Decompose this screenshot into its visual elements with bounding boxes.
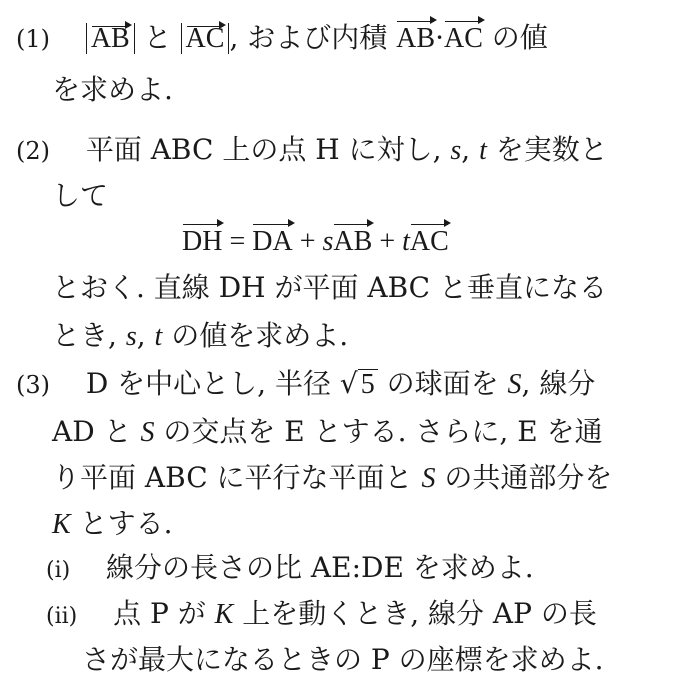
q2-line4a: とき, (52, 319, 117, 352)
vector-AC-2: AC (444, 19, 483, 59)
vector-equation (182, 222, 449, 262)
q3-line3b: の共通部分を (444, 461, 613, 494)
var-S: S (507, 369, 522, 400)
abs-AB (86, 23, 135, 54)
q3-sub2 (46, 594, 597, 637)
q3-line4-text: とする. (79, 507, 173, 540)
q2-label: (2) (16, 137, 50, 165)
vector-AC: AC (185, 23, 225, 54)
q3-line1b: の球面を (386, 367, 499, 400)
sub2b: 上を動くとき, 線分 AP の長 (242, 597, 597, 630)
q2-line1b: を実数と (495, 133, 608, 166)
sub1-label: (i) (46, 558, 71, 583)
q2-line2 (52, 176, 108, 216)
comma-2: , (136, 319, 146, 352)
q2-line4 (52, 316, 348, 357)
var-K-2: K (214, 599, 234, 630)
q2-line3 (52, 268, 607, 308)
var-K: K (52, 509, 71, 540)
coef-s: s (322, 226, 334, 257)
vector-AB-2: AB (396, 19, 435, 59)
sub2c: さが最大になるときの P の座標を求めよ. (82, 643, 604, 676)
q1-line2 (52, 70, 173, 110)
q2-line1-text: 平面 ABC 上の点 H に対し, (85, 133, 442, 166)
q1-tail2: を求めよ. (52, 73, 173, 106)
q2-line1 (16, 130, 608, 171)
var-S-3: S (421, 463, 436, 494)
plus-sign-2: + (379, 226, 396, 257)
sub1-text: 線分の長さの比 AE:DE を求めよ. (106, 551, 534, 584)
q3-line2 (52, 412, 603, 453)
q3-line3 (52, 458, 612, 499)
comma: , (461, 133, 471, 166)
var-t-2: t (154, 321, 163, 352)
vector-AC-eq: AC (410, 222, 449, 262)
vector-AB-eq: AB (333, 222, 372, 262)
q3-sub1 (46, 548, 534, 591)
var-s-2: s (125, 321, 137, 352)
var-t: t (479, 135, 487, 166)
dot-operator: · (435, 21, 444, 54)
q2-line2-text: して (52, 179, 109, 212)
abs-AC (181, 23, 230, 54)
vector-DH: DH (182, 222, 222, 262)
sub2a: 点 P が (113, 597, 206, 630)
q3-label: (3) (16, 371, 50, 399)
q3-line4 (52, 504, 173, 545)
sub2-label: (ii) (46, 604, 78, 629)
q1-tail1: の値 (491, 21, 548, 54)
q3-line3a: り平面 ABC に平行な平面と (52, 461, 413, 494)
q1-line1 (16, 18, 548, 59)
var-S-2: S (140, 417, 155, 448)
q1-label: (1) (16, 25, 50, 53)
q2-line3-text: とおく. 直線 DH が平面 ABC と垂直になる (52, 271, 608, 304)
q3-line2a: AD と (52, 415, 132, 448)
radicand: 5 (358, 369, 378, 400)
plus-sign-1: + (299, 226, 316, 257)
vector-DA: DA (252, 222, 292, 262)
q3-line2b: の交点を E とする. さらに, E を通 (163, 415, 603, 448)
sqrt-symbol: √ 5 (340, 364, 378, 404)
var-s: s (450, 135, 462, 166)
q1-to: と (143, 21, 172, 54)
q1-and-inner: , および内積 (229, 21, 388, 54)
coef-t: t (402, 226, 410, 257)
vector-AB: AB (90, 23, 130, 54)
q2-line4b: の値を求めよ. (171, 319, 349, 352)
q3-line1 (16, 364, 595, 405)
equals-sign: = (229, 226, 246, 257)
q3-line1c: , 線分 (521, 367, 596, 400)
q3-line1a: D を中心とし, 半径 (85, 367, 331, 400)
q3-sub2-cont (82, 640, 604, 680)
